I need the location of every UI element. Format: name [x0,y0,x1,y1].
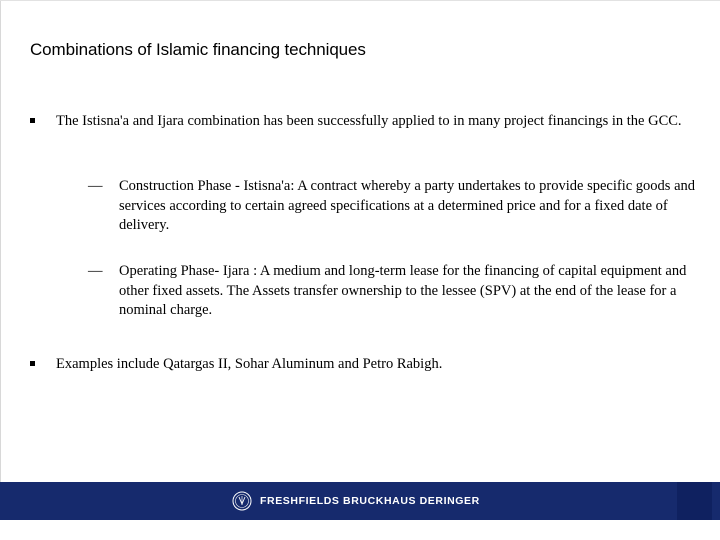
footer-brand [232,487,480,515]
footer-bar [0,482,720,520]
square-bullet-icon [30,118,35,123]
square-bullet-icon [30,361,35,366]
footer-accent-block [677,482,712,520]
slide-title: Combinations of Islamic financing techniques [30,40,366,59]
dash-bullet-icon: — [88,178,103,194]
bullet-text: The Istisna'a and Ijara combination has been successfully applied to in many project financings in the GCC. [56,113,682,129]
dash-bullet-icon: — [88,263,103,279]
bullet-text: Examples include Qatargas II, Sohar Aluminum and Petro Rabigh. [56,356,443,372]
seal-logo-icon [232,491,252,511]
sub-bullet-text: Operating Phase- Ijara : A medium and long-term lease for the financing of capital equipment and other fixed assets. The Assets transfer ownership to the lessee (SPV) at the end of the lease for a nominal charge. [119,263,687,318]
sub-bullet-text: Construction Phase - Istisna'a: A contract whereby a party undertakes to provide specific goods and services according to certain agreed specifications at a determined price and for a fixed date of delivery. [119,178,696,233]
top-divider [0,0,720,1]
bottom-margin [0,520,720,540]
brand-name: FRESHFIELDS BRUCKHAUS DERINGER [260,495,480,507]
